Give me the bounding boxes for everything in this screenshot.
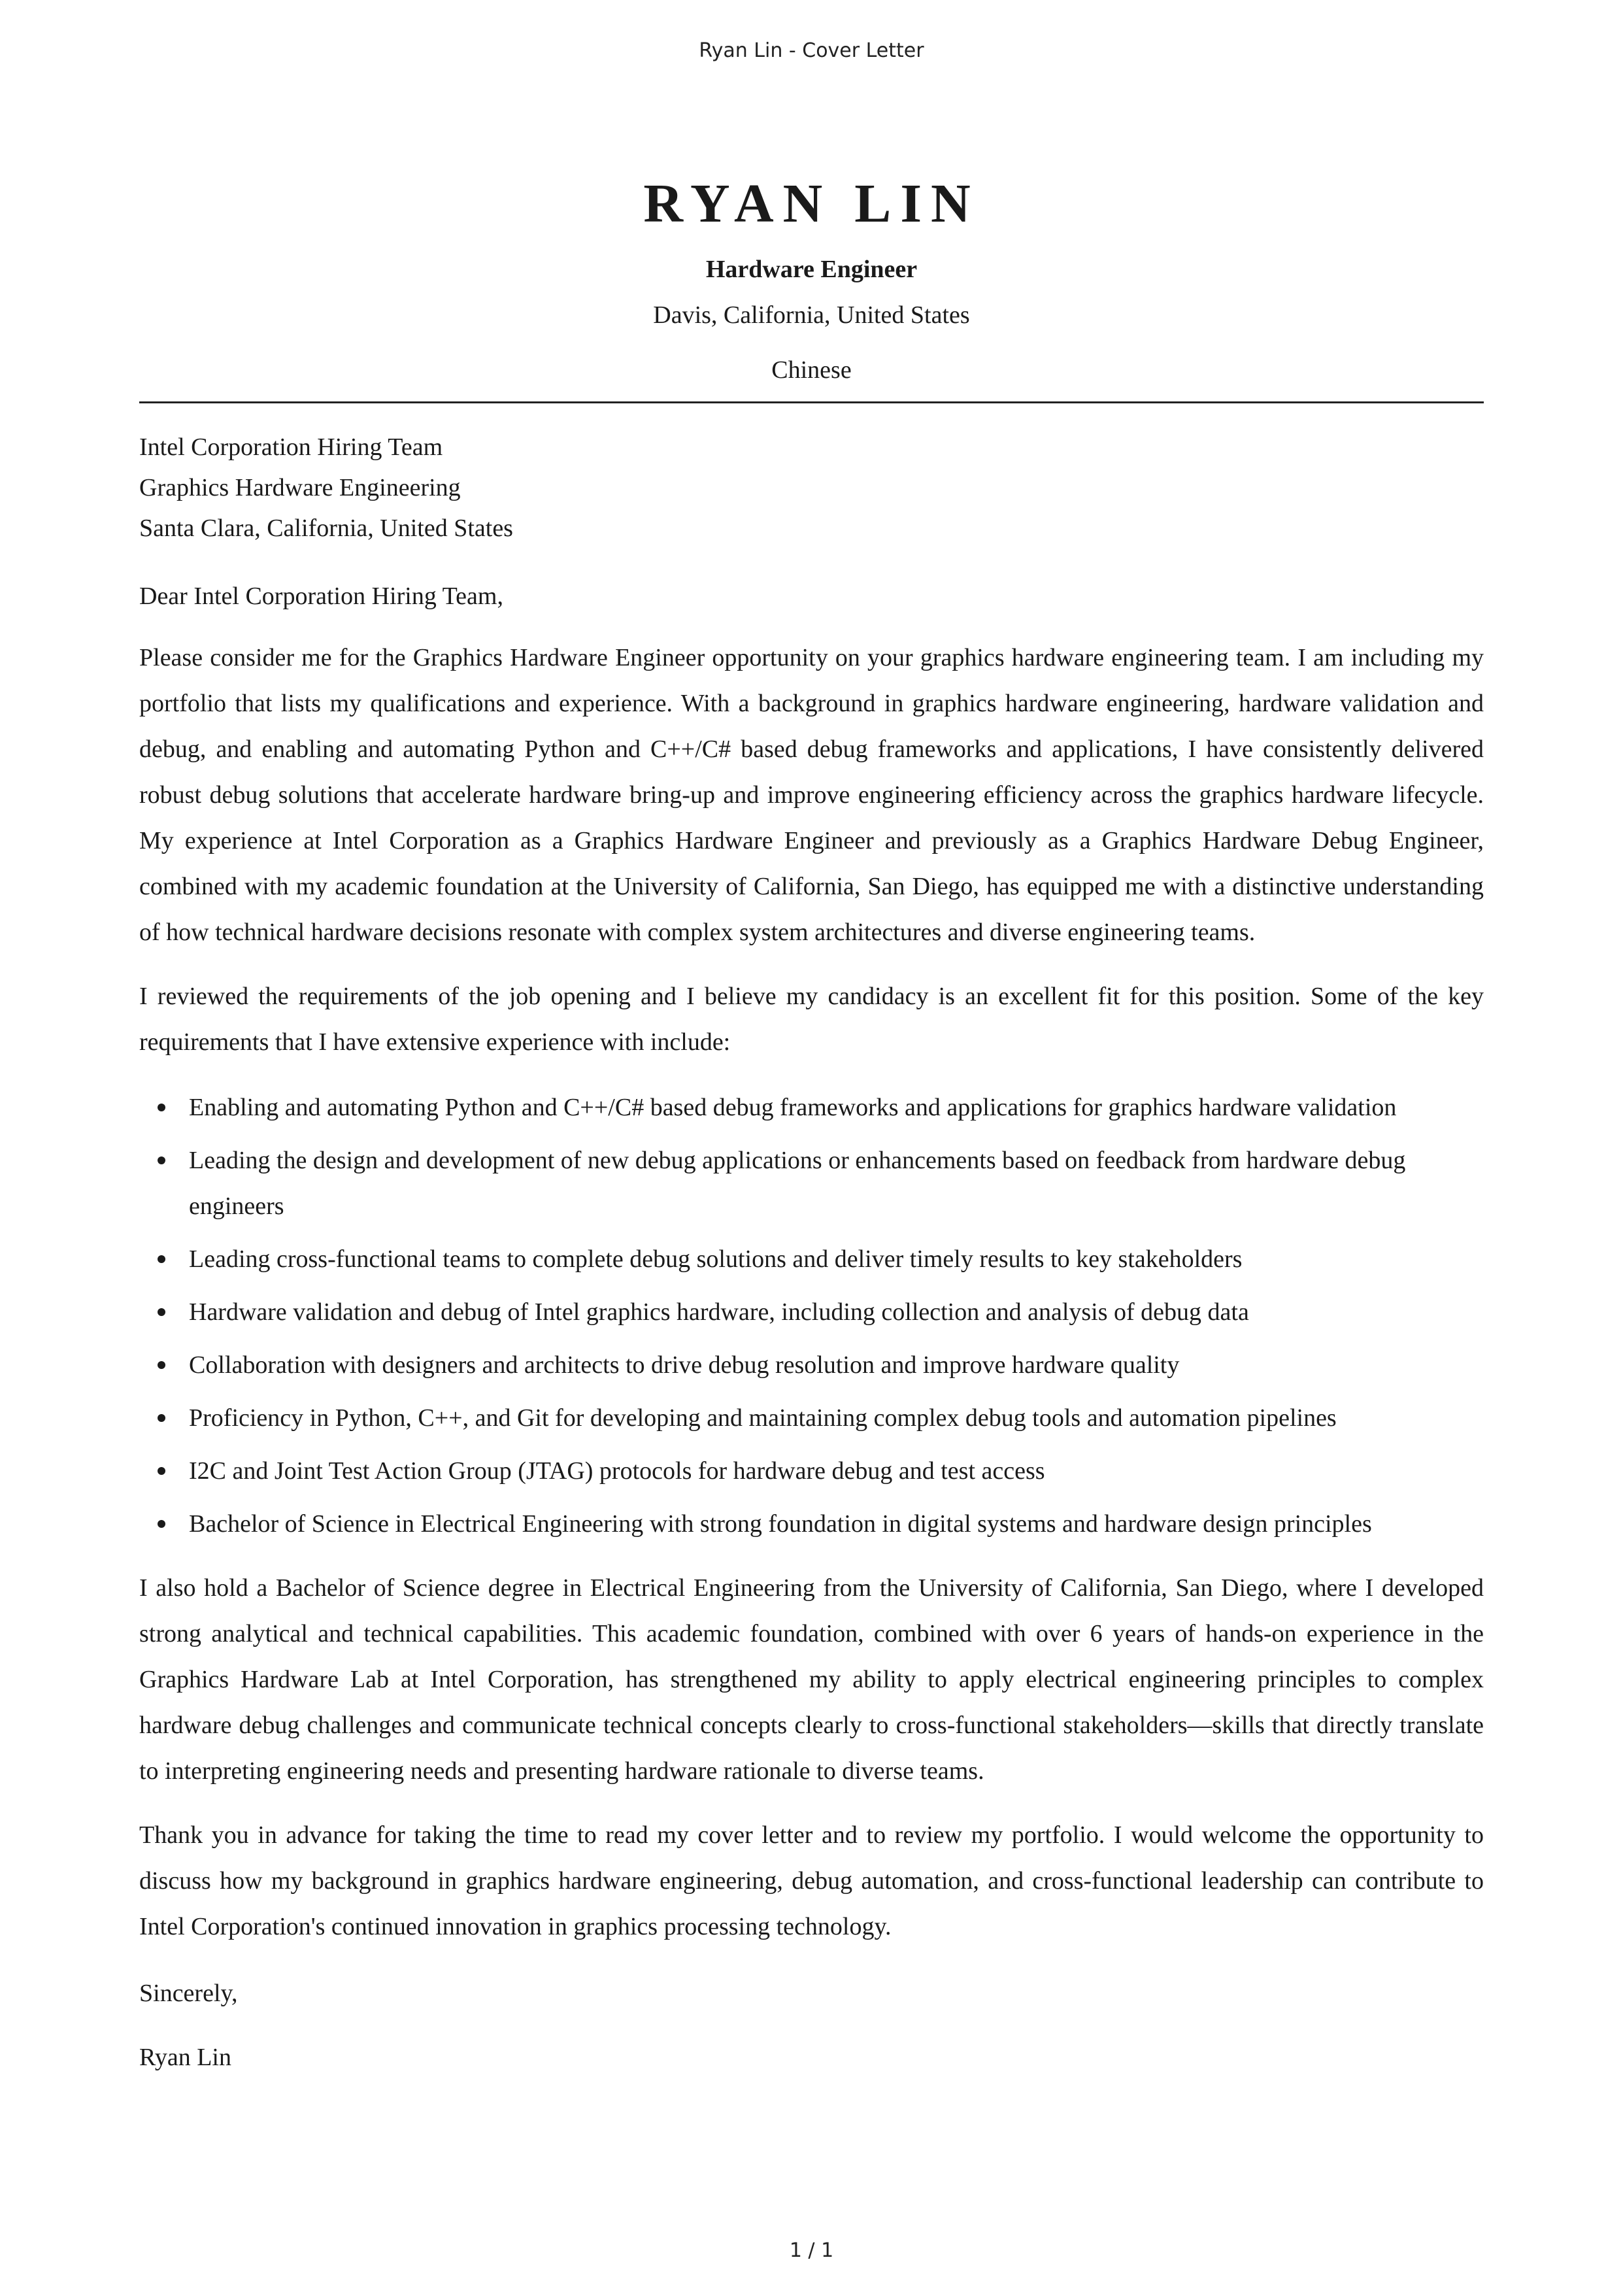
recipient-line: Graphics Hardware Engineering — [139, 474, 461, 501]
list-item: Collaboration with designers and architects to drive debug resolution and improve hardware quality — [189, 1342, 1484, 1388]
applicant-name: RYAN LIN — [643, 173, 980, 234]
recipient-block — [139, 427, 1484, 549]
header-divider — [139, 401, 1484, 403]
cover-letter — [139, 157, 1484, 2078]
thanks-paragraph: Thank you in advance for taking the time to read my cover letter and to review my portfolio. I would welcome the opportunity to discuss how my background in graphics hardware engineering, debug automation, and cross-functional leadership can contribute to Intel Corporation's continued innovation in graphics processing technology. — [139, 1821, 1484, 1940]
requirements-intro-paragraph: I reviewed the requirements of the job opening and I believe my candidacy is an excellent fit for this position. Some of the key requirements that I have extensive experience with include: — [139, 983, 1484, 1056]
page-number: 1 / 1 — [789, 2239, 834, 2262]
intro-paragraph: Please consider me for the Graphics Hardware Engineer opportunity on your graphics hardware engineering team. I am including my portfolio that lists my qualifications and experience. With a background in graphics hardware engineering, hardware validation and debug, and enabling and automating Python and C++/C# based debug frameworks and applications, I have consistently delivered robust debug solutions that accelerate hardware bring-up and improve engineering efficiency across the graphics hardware lifecycle. My experience at Intel Corporation as a Graphics Hardware Engineer and previously as a Graphics Hardware Debug Engineer, combined with my academic foundation at the University of California, San Diego, has equipped me with a distinctive understanding of how technical hardware decisions resonate with complex system architectures and diverse engineering teams. — [139, 644, 1484, 946]
list-item: I2C and Joint Test Action Group (JTAG) protocols for hardware debug and test access — [189, 1448, 1484, 1494]
list-item: Enabling and automating Python and C++/C# based debug frameworks and applications for graphics hardware validation — [189, 1085, 1484, 1130]
applicant-nationality: Chinese — [771, 356, 852, 384]
signature: Ryan Lin — [139, 2044, 231, 2071]
list-item: Leading the design and development of new debug applications or enhancements based on feedback from hardware debug engineers — [189, 1138, 1484, 1229]
list-item: Proficiency in Python, C++, and Git for developing and maintaining complex debug tools and automation pipelines — [189, 1395, 1484, 1441]
applicant-location: Davis, California, United States — [653, 301, 970, 329]
list-item: Bachelor of Science in Electrical Engineering with strong foundation in digital systems and hardware design principles — [189, 1501, 1484, 1547]
closing: Sincerely, — [139, 1980, 238, 2007]
requirements-list — [139, 1085, 1484, 1547]
recipient-line: Santa Clara, California, United States — [139, 515, 513, 542]
education-paragraph: I also hold a Bachelor of Science degree in Electrical Engineering from the University of California, San Diego, where I developed strong analytical and technical capabilities. This academic foundation, combined with over 6 years of hands-on experience in the Graphics Hardware Lab at Intel Corporation, has strengthened my ability to apply electrical engineering principles to complex hardware debug challenges and communicate technical concepts clearly to cross-functional stakeholders—skills that directly translate to interpreting engineering needs and presenting hardware rationale to diverse teams. — [139, 1574, 1484, 1785]
page-header: Ryan Lin - Cover Letter — [699, 39, 924, 62]
salutation: Dear Intel Corporation Hiring Team, — [139, 582, 503, 610]
applicant-title: Hardware Engineer — [705, 256, 918, 283]
list-item: Leading cross-functional teams to complete debug solutions and deliver timely results to key stakeholders — [189, 1236, 1484, 1282]
list-item: Hardware validation and debug of Intel graphics hardware, including collection and analysis of debug data — [189, 1289, 1484, 1335]
recipient-line: Intel Corporation Hiring Team — [139, 433, 443, 461]
